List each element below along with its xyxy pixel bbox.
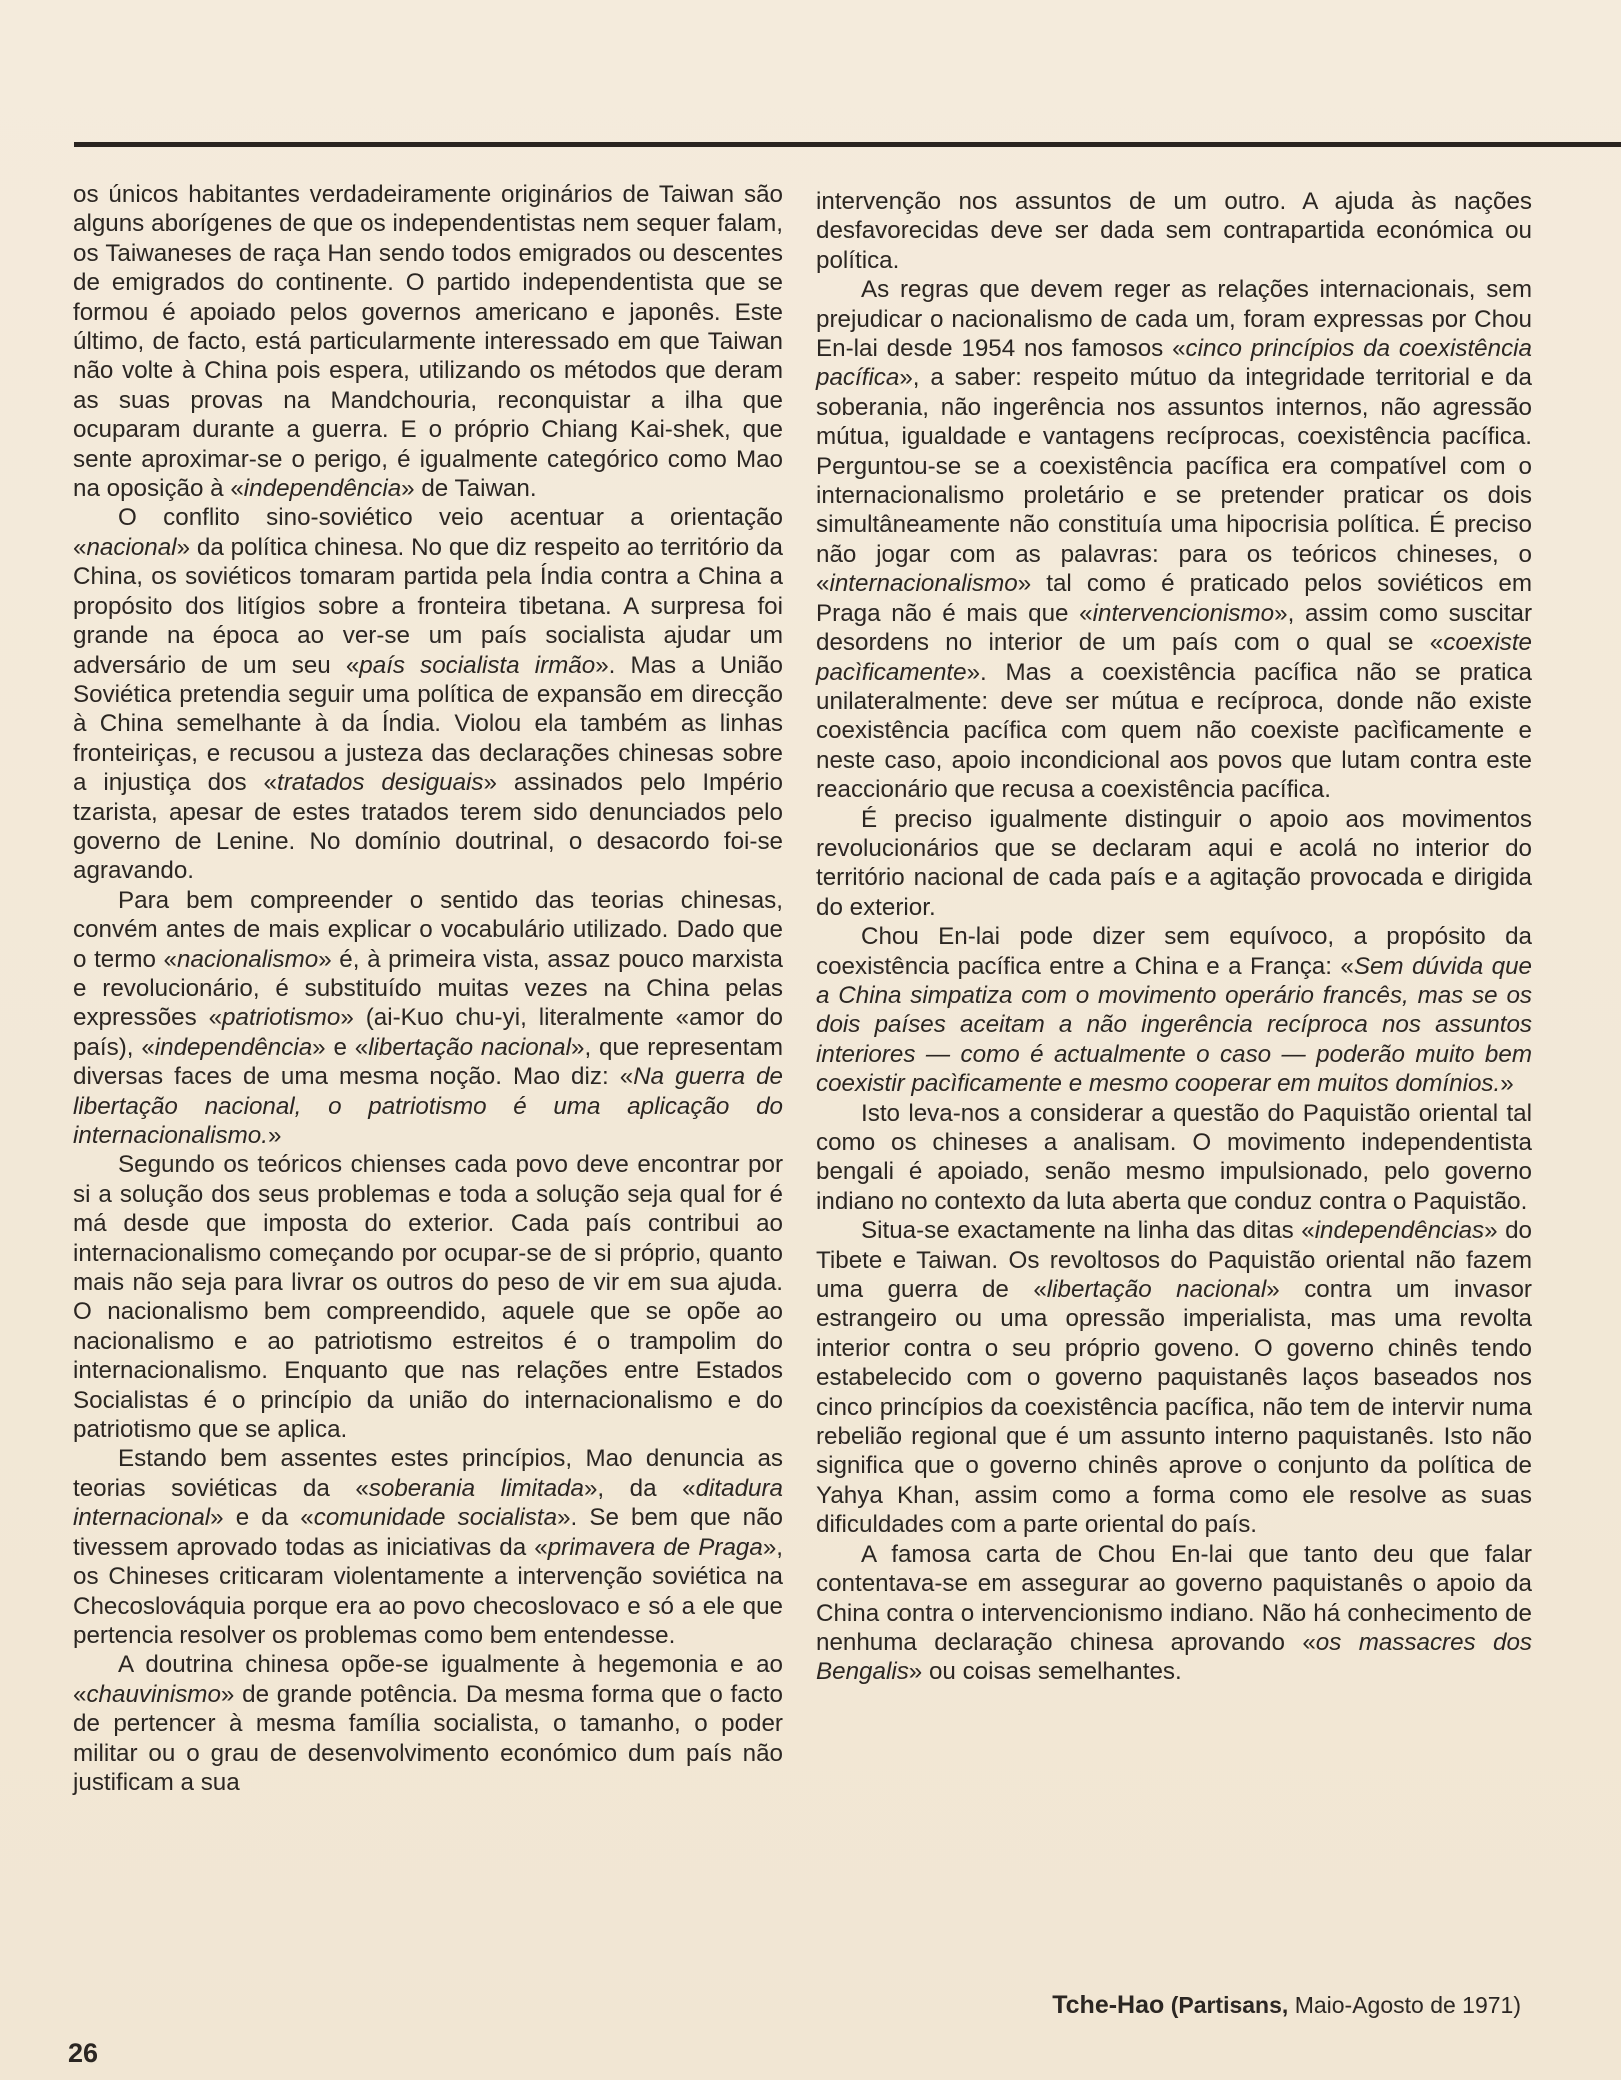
paragraph: A doutrina chinesa opõe-se igualmente à hegemonia e ao «chauvinismo» de grande potência. Da mesma forma que o facto de pertencer à mesma família socialista, o tamanho, o poder militar ou o grau de desenvolvimento económico dum país não justificam a sua bbox=[73, 1651, 783, 1796]
paragraph: As regras que devem reger as relações internacionais, sem prejudicar o nacionalismo de cada um, foram expressas por Chou En-lai desde 1954 nos famosos «cinco princípios da coexistência pacífica», a saber: respeito mútuo da integridade territorial e da soberania, não ingerência nos assuntos internos, não agressão mútua, igualdade e vantagens recíprocas, coexistência pacífica. Perguntou-se se a coexistência pacífica era compatível com o internacionalismo proletário e se pretender praticar os dois simultâneamente não constituía uma hipocrisia política. É preciso não jogar com as palavras: para os teóricos chineses, o «internacionalismo» tal como é praticado pelos soviéticos em Praga não é mais que «intervencionismo», assim como suscitar desordens no interior de um país com o qual se «coexiste pacìficamente». Mas a coexistência pacífica não se pratica unilateralmente: deve ser mútua e recíproca, donde não existe coexistência pacífica com quem não coexiste pacìficamente e neste caso, apoio incondicional aos povos que lutam contra este reaccionário que recusa a coexistência pacífica. bbox=[816, 276, 1532, 804]
paragraph: intervenção nos assuntos de um outro. A ajuda às nações desfavorecidas deve ser dada sem contrapartida económica ou política. bbox=[816, 188, 1532, 274]
paragraph: Estando bem assentes estes princípios, Mao denuncia as teorias soviéticas da «soberania limitada», da «ditadura internacional» e da «comunidade socialista». Se bem que não tivessem aprovado todas as iniciativas da «primavera de Praga», os Chineses criticaram violentamente a intervenção soviética na Checoslováquia porque era ao povo checoslovaco e só a ele que pertencia resolver os problemas como bem entendesse. bbox=[73, 1445, 784, 1649]
left-text-column bbox=[73, 180, 783, 1797]
paragraph: Isto leva-nos a considerar a questão do Paquistão oriental tal como os chineses a analisam. O movimento independentista bengali é apoiado, senão mesmo impulsionado, pelo governo indiano no contexto da luta aberta que conduz contra o Paquistão. bbox=[816, 1099, 1532, 1215]
signature-date: Maio-Agosto de 1971) bbox=[1294, 1992, 1521, 2018]
paragraph: A famosa carta de Chou En-lai que tanto deu que falar contentava-se em assegurar ao governo paquistanês o apoio da China contra o intervencionismo indiano. Não há conhecimento de nenhuma declaração chinesa aprovando «os massacres dos Bengalis» ou coisas semelhantes. bbox=[816, 1540, 1533, 1686]
signature-source: (Partisans, bbox=[1170, 1992, 1289, 2018]
paragraph: É preciso igualmente distinguir o apoio aos movimentos revolucionários que se declaram aqui e acolá no interior do território nacional de cada país e a agitação provocada e dirigida do exterior. bbox=[816, 805, 1532, 921]
paragraph: O conflito sino-soviético veio acentuar a orientação «nacional» da política chinesa. No que diz respeito ao território da China, os soviéticos tomaram partida pela Índia contra a China a propósito dos litígios sobre a fronteira tibetana. A surpresa foi grande na época ao ver-se um país socialista ajudar um adversário de um seu «país socialista irmão». Mas a União Soviética pretendia seguir uma política de expansão em direcção à China semelhante à da Índia. Violou ela também as linhas fronteiriças, e recusou a justeza das declarações chinesas sobre a injustiça dos «tratados desiguais» assinados pelo Império tzarista, apesar de estes tratados terem sido denunciados pelo governo de Lenine. No domínio doutrinal, o desacordo foi-se agravando. bbox=[73, 504, 784, 885]
page-number: 26 bbox=[68, 2038, 99, 2068]
signature-author: Tche-Hao bbox=[1052, 1991, 1165, 2019]
header-rule bbox=[74, 142, 1621, 147]
right-text-column bbox=[816, 187, 1532, 1687]
paragraph: Segundo os teóricos chienses cada povo deve encontrar por si a solução dos seus problemas e toda a solução seja qual for é má desde que imposta do exterior. Cada país contribui ao internacionalismo começando por ocupar-se de si próprio, quanto mais não seja para livrar os outros do peso de vir em sua ajuda. O nacionalismo bem compreendido, aquele que se opõe ao nacionalismo e ao patriotismo estreitos é o trampolim do internacionalismo. Enquanto que nas relações entre Estados Socialistas é o princípio da união do internacionalismo e do patriotismo que se aplica. bbox=[73, 1151, 783, 1444]
paragraph: Para bem compreender o sentido das teorias chinesas, convém antes de mais explicar o vocabulário utilizado. Dado que o termo «nacionalismo» é, à primeira vista, assaz pouco marxista e revolucionário, é substituído muitas vezes na China pelas expressões «patriotismo» (ai-Kuo chu-yi, literalmente «amor do país), «independência» e «libertação nacional», que representam diversas faces de uma mesma noção. Mao diz: «Na guerra de libertação nacional, o patriotismo é uma aplicação do internacionalismo.» bbox=[73, 886, 784, 1149]
article-signature bbox=[816, 1990, 1521, 2020]
paragraph: os únicos habitantes verdadeiramente originários de Taiwan são alguns aborígenes de que os independentistas nem sequer falam, os Taiwaneses de raça Han sendo todos emigrados ou descentes de emigrados do continente. O partido independentista que se formou é apoiado pelos governos americano e japonês. Este último, de facto, está particularmente interessado em que Taiwan não volte à China pois espera, utilizando os métodos que deram as suas provas na Mandchouria, reconquistar a ilha que ocuparam durante a guerra. E o próprio Chiang Kai-shek, que sente aproximar-se o perigo, é igualmente categórico como Mao na oposição à «independência» de Taiwan. bbox=[73, 181, 783, 503]
paragraph: Situa-se exactamente na linha das ditas «independências» do Tibete e Taiwan. Os revoltosos do Paquistão oriental não fazem uma guerra de «libertação nacional» contra um invasor estrangeiro ou uma opressão imperialista, mas uma revolta interior contra o seu próprio goveno. O governo chinês tendo estabelecido com o governo paquistanês laços baseados nos cinco princípios da coexistência pacífica, não tem de intervir numa rebelião regional que é um assunto interno paquistanês. Isto não significa que o governo chinês aprove o conjunto da política de Yahya Khan, assim como a forma como ele resolve as suas dificuldades com a parte oriental do país. bbox=[816, 1217, 1532, 1539]
paragraph: Chou En-lai pode dizer sem equívoco, a propósito da coexistência pacífica entre a China e a França: «Sem dúvida que a China simpatiza com o movimento operário francês, mas se os dois países aceitam a não ingerência recíproca nos assuntos interiores — como é actualmente o caso — poderão muito bem coexistir pacìficamente e mesmo cooperar em muitos domínios.» bbox=[816, 923, 1532, 1098]
